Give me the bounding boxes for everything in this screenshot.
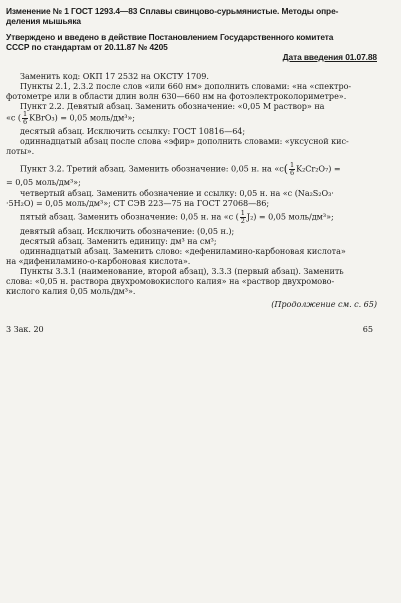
body-line-14: девятый абзац. Исключить обозначение: (0,05 н.); bbox=[20, 226, 235, 236]
body-line-17: на «дифениламино-о-карбоновая кислота». bbox=[6, 256, 191, 266]
body-line-12: ·5H₂O) = 0,05 моль/дм³»; СТ СЭВ 223—75 на ГОСТ 27068—86; bbox=[6, 198, 270, 208]
introduction-date: Дата введения 01.07.88 bbox=[282, 52, 377, 62]
amendment-title-line-1: Изменение № 1 ГОСТ 1293.4—83 Сплавы свинцово-сурьмянистые. Методы опре- bbox=[6, 6, 339, 16]
order-number: 3 Зак. 20 bbox=[6, 324, 44, 334]
body-line-02: Пункты 2.1, 2.3.2 после слов «или 660 нм» дополнить словами: «на «спектро- bbox=[20, 81, 352, 91]
body-line-16: одиннадцатый абзац. Заменить слово: «дефениламино-карбоновая кислота» bbox=[20, 246, 346, 256]
body-line-11: четвертый абзац. Заменить обозначение и ссылку: 0,05 н. на «с (Na₂S₂O₃· bbox=[20, 188, 334, 198]
formula-iodine-suffix: J₂) = 0,05 моль/дм³»; bbox=[246, 211, 334, 222]
body-line-18: Пункты 3.3.1 (наименование, второй абзац), 3.3.3 (первый абзац). Заменить bbox=[20, 266, 344, 276]
approval-line-1: Утверждено и введено в действие Постановлением Государственного комитета bbox=[6, 32, 334, 42]
formula-kbro3 bbox=[6, 111, 135, 126]
body-line-03: фотометре или в области длин волн 630—660 нм на фотоэлектроколориметре». bbox=[6, 91, 347, 101]
fraction-denominator: 2 bbox=[240, 217, 245, 225]
fraction-numerator: 1 bbox=[23, 110, 28, 118]
fraction-one-half bbox=[240, 210, 246, 225]
continuation-note: (Продолжение см. с. 65) bbox=[271, 299, 377, 309]
body-line-19: слова: «0,05 н. раствора двухромовокислого калия» на «раствор двухромово- bbox=[6, 276, 335, 286]
fraction-denominator: 6 bbox=[289, 169, 295, 177]
body-line-20: кислого калия 0,05 моль/дм³». bbox=[6, 286, 136, 296]
fraction-one-sixth-b bbox=[289, 162, 295, 177]
fraction-numerator: 1 bbox=[240, 209, 245, 217]
fraction-one-sixth-a bbox=[22, 111, 28, 126]
open-paren: ( bbox=[283, 162, 288, 176]
fraction-numerator: 1 bbox=[289, 161, 295, 169]
body-line-04: Пункт 2.2. Девятый абзац. Заменить обозначение: «0,05 М раствор» на bbox=[20, 101, 325, 111]
body-line-15: десятый абзац. Заменить единицу: дм³ на см³; bbox=[20, 236, 217, 246]
page-number: 65 bbox=[362, 324, 373, 334]
amendment-title-line-2: деления мышьяка bbox=[6, 16, 81, 26]
approval-line-2: СССР по стандартам от 20.11.87 № 4205 bbox=[6, 42, 168, 52]
body-line-10: = 0,05 моль/дм³»; bbox=[6, 177, 81, 187]
fraction-denominator: 6 bbox=[23, 118, 28, 126]
formula-iodine-prefix: пятый абзац. Заменить обозначение: 0,05 н. на «с ( bbox=[20, 211, 239, 222]
body-line-08: лоты». bbox=[6, 146, 35, 156]
formula-k2cr2o7-suffix: K₂Cr₂O₇) = bbox=[296, 163, 341, 174]
formula-k2cr2o7-prefix: Пункт 3.2. Третий абзац. Заменить обозначение: 0,05 н. на «с bbox=[20, 163, 284, 174]
formula-kbro3-prefix: «с ( bbox=[6, 112, 22, 123]
formula-k2cr2o7 bbox=[20, 162, 341, 177]
formula-iodine bbox=[20, 210, 334, 225]
body-line-01: Заменить код: ОКП 17 2532 на ОКСТУ 1709. bbox=[20, 71, 209, 81]
formula-kbro3-suffix: KBrO₃) = 0,05 моль/дм³»; bbox=[29, 112, 135, 123]
body-line-06: десятый абзац. Исключить ссылку: ГОСТ 10816—64; bbox=[20, 126, 246, 136]
body-line-07: одиннадцатый абзац после слова «эфир» дополнить словами: «уксусной кис- bbox=[20, 136, 349, 146]
